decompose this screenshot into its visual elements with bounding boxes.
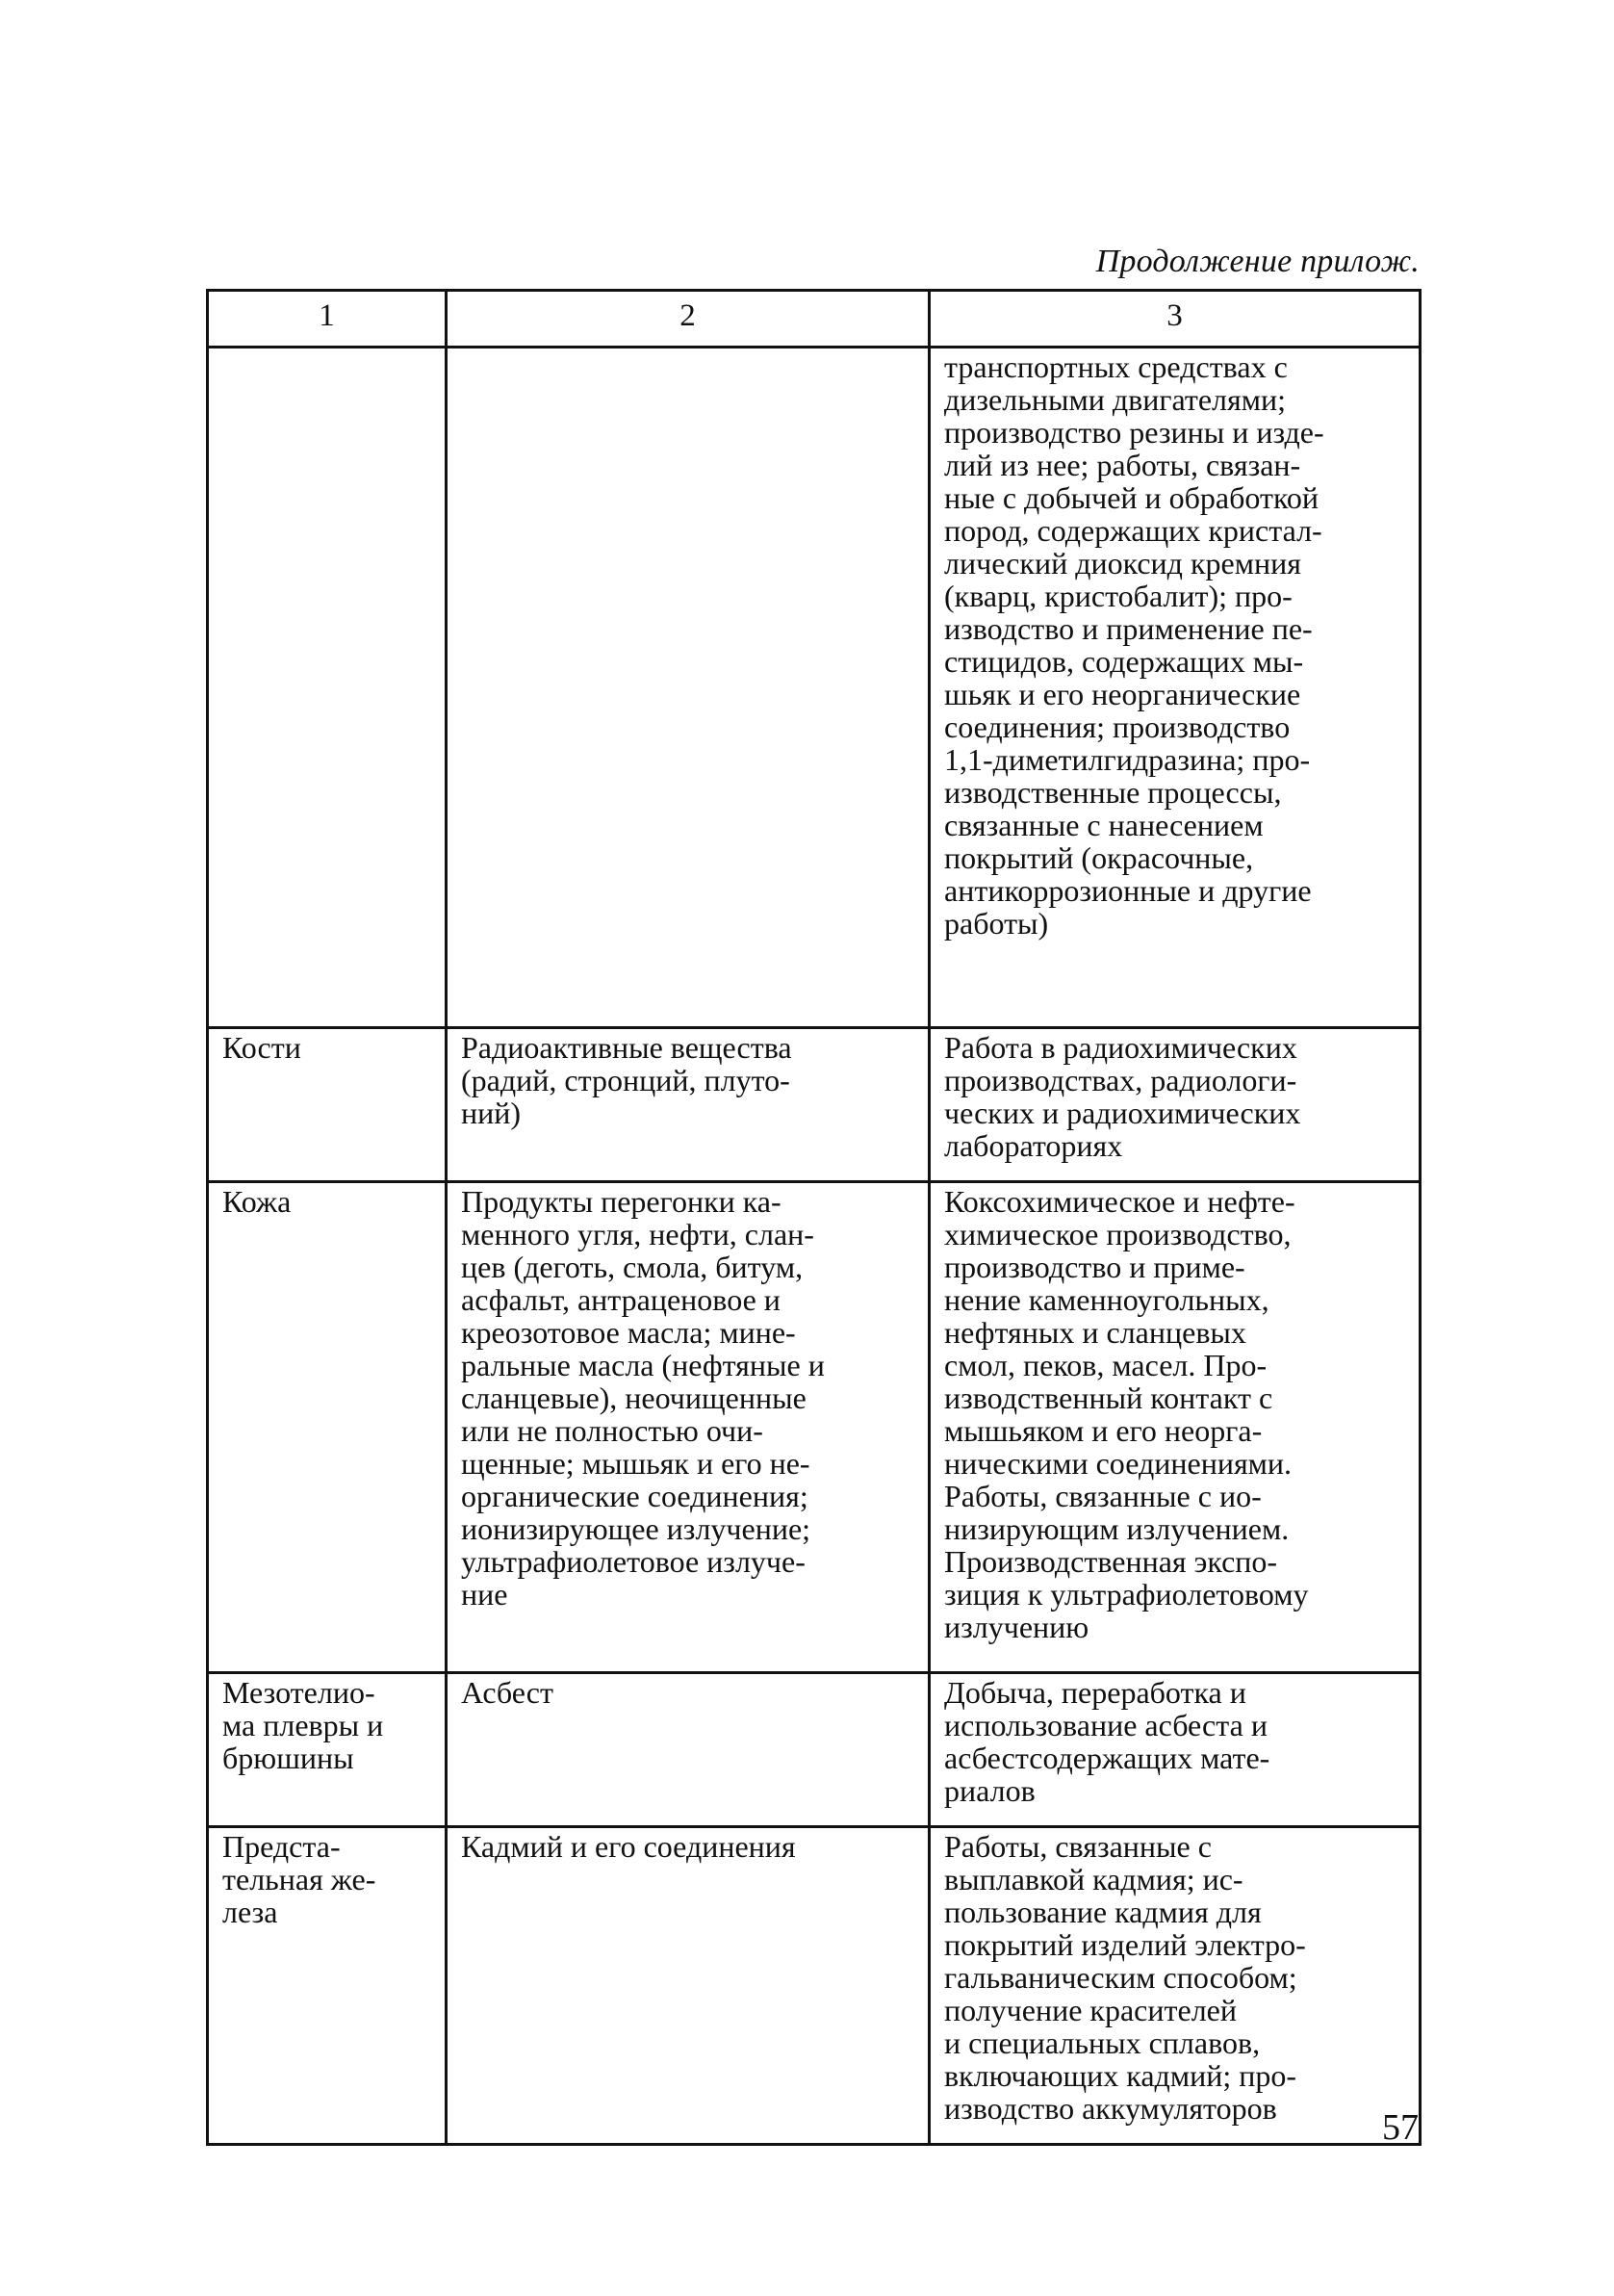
- table-row: [208, 1028, 1421, 1182]
- organ-cell: Предста- тельная же- леза: [208, 1827, 447, 2145]
- table-row: [208, 1827, 1421, 2145]
- table-row: [208, 1673, 1421, 1827]
- table-row: [208, 348, 1421, 1028]
- production-cell: Работы, связанные с выплавкой кадмия; ис- пользование кадмия для покрытий изделий электро- гальваническим способом; получение красителей и специальных сплавов, включающих кадмий; про- изводство аккумуляторов: [930, 1827, 1421, 2145]
- organ-cell: Кости: [208, 1028, 447, 1182]
- organ-cell: Мезотелио- ма плевры и брюшины: [208, 1673, 447, 1827]
- table-row: [208, 1182, 1421, 1673]
- appendix-table: [206, 289, 1422, 2146]
- table-header-row: [208, 291, 1421, 348]
- column-header-3: 3: [930, 291, 1421, 348]
- organ-cell: [208, 348, 447, 1028]
- factor-cell: Продукты перегонки ка- менного угля, нефти, слан- цев (деготь, смола, битум, асфальт, антраценовое и креозотовое масла; мине- ральные масла (нефтяные и сланцевые), неочищенные или не полностью очи- щенные; мышьяк и его не- органические соединения; ионизирующее излучение; ультрафиолетовое излуче- ние: [447, 1182, 930, 1673]
- organ-cell: Кожа: [208, 1182, 447, 1673]
- factor-cell: Асбест: [447, 1673, 930, 1827]
- factor-cell: Кадмий и его соединения: [447, 1827, 930, 2145]
- column-header-1: 1: [208, 291, 447, 348]
- factor-cell: Радиоактивные вещества (радий, стронций, плуто- ний): [447, 1028, 930, 1182]
- factor-cell: [447, 348, 930, 1028]
- production-cell: транспортных средствах с дизельными двигателями; производство резины и изде- лий из нее; работы, связан- ные с добычей и обработкой пород, содержащих кристал- лический диоксид кремния (кварц, кристобалит); про- изводство и применение пе- стицидов, содержащих мы- шьяк и его неорганические соединения; производство 1,1-диметилгидразина; про- изводственные процессы, связанные с нанесением покрытий (окрасочные, антикоррозионные и другие работы): [930, 348, 1421, 1028]
- continuation-note: Продолжение прилож.: [1095, 244, 1420, 279]
- production-cell: Добыча, переработка и использование асбеста и асбестсодержащих мате- риалов: [930, 1673, 1421, 1827]
- page-number: 57: [1382, 2107, 1419, 2148]
- production-cell: Работа в радиохимических производствах, радиологи- ческих и радиохимических лабораториях: [930, 1028, 1421, 1182]
- column-header-2: 2: [447, 291, 930, 348]
- production-cell: Коксохимическое и нефте- химическое производство, производство и приме- нение каменноугольных, нефтяных и сланцевых смол, пеков, масел. Про- изводственный контакт с мышьяком и его неорга- ническими соединениями. Работы, связанные с ио- низирующим излучением. Производственная экспо- зиция к ультрафиолетовому излучению: [930, 1182, 1421, 1673]
